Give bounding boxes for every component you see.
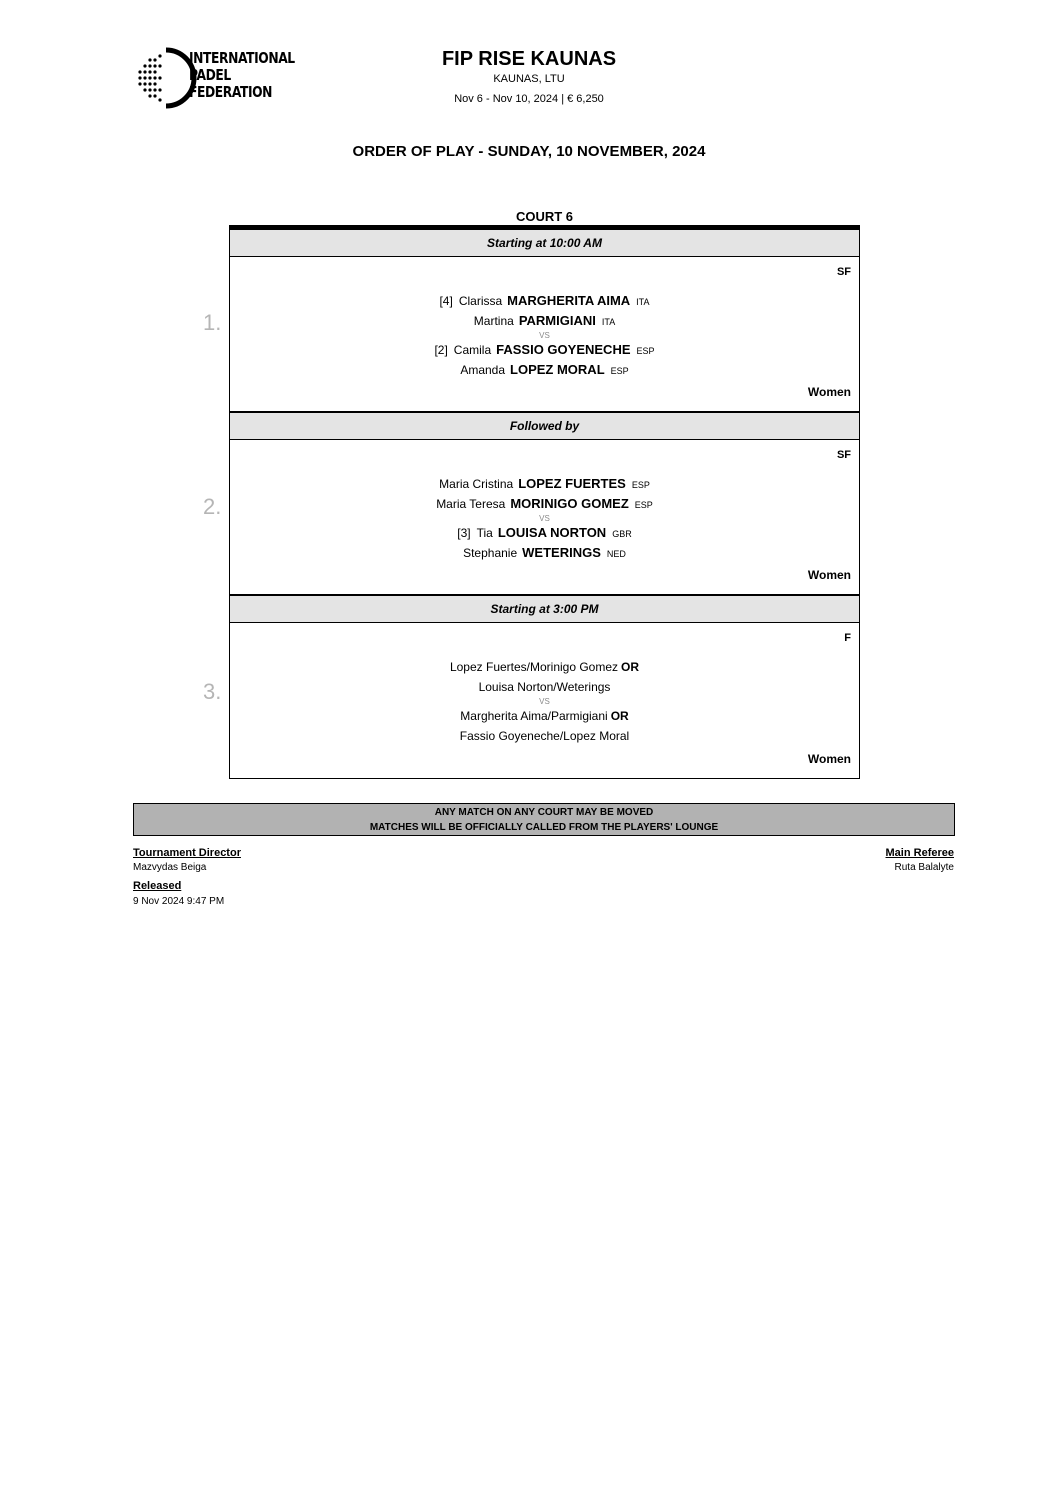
match-card: [229, 257, 860, 413]
match-number: 3.: [203, 679, 222, 704]
player-line: [230, 523, 859, 543]
notice-line: MATCHES WILL BE OFFICIALLY CALLED FROM THE PLAYERS' LOUNGE: [369, 822, 719, 833]
seed: [3]: [457, 526, 471, 540]
player-line: [230, 291, 859, 311]
time-slot: Followed by: [229, 413, 860, 440]
nationality: ITA: [601, 317, 616, 327]
team-names: Fassio Goyeneche/Lopez Moral: [459, 729, 630, 743]
match-teams: [230, 657, 859, 746]
logo-wordmark: INTERNATIONAL PADEL FEDERATION: [189, 49, 295, 101]
last-name: WETERINGS: [522, 545, 601, 560]
player-line: [230, 494, 859, 514]
court-schedule: [229, 225, 860, 779]
tournament-director-label: Tournament Director: [133, 847, 241, 859]
last-name: LOPEZ FUERTES: [518, 476, 626, 491]
team-names: Louisa Norton/Weterings: [478, 680, 611, 694]
tournament-location: KAUNAS, LTU: [493, 73, 565, 85]
player-line: [230, 360, 859, 380]
nationality: ESP: [610, 366, 629, 376]
released-label: Released: [133, 880, 182, 892]
or-label: OR: [610, 709, 629, 723]
released-value: 9 Nov 2024 9:47 PM: [133, 896, 225, 907]
order-of-play-heading: ORDER OF PLAY - SUNDAY, 10 NOVEMBER, 2024: [352, 143, 706, 160]
time-slot: Starting at 10:00 AM: [229, 230, 860, 257]
seed: [4]: [439, 294, 453, 308]
notice-banner: [133, 803, 955, 836]
seed: [2]: [434, 343, 448, 357]
match-teams: [230, 474, 859, 563]
vs-label: VS: [539, 514, 550, 523]
match-number: 1.: [203, 310, 222, 335]
nationality: GBR: [612, 529, 632, 539]
player-line: [230, 543, 859, 563]
first-name: Camila: [453, 343, 492, 357]
nationality: ESP: [634, 500, 653, 510]
court-name: COURT 6: [515, 209, 574, 224]
main-referee-name: Ruta Balalyte: [894, 862, 954, 873]
time-slot: Starting at 3:00 PM: [229, 596, 860, 623]
nationality: NED: [606, 549, 626, 559]
first-name: Clarissa: [458, 294, 503, 308]
first-name: Tia: [476, 526, 493, 540]
player-line: [230, 474, 859, 494]
team-line: [230, 677, 859, 697]
first-name: Maria Teresa: [436, 497, 506, 511]
vs-label: VS: [539, 697, 550, 706]
first-name: Amanda: [460, 363, 506, 377]
first-name: Maria Cristina: [439, 477, 514, 491]
tournament-title: FIP RISE KAUNAS: [441, 48, 617, 70]
tournament-director-name: Mazvydas Beiga: [133, 862, 207, 873]
round-label: SF: [836, 449, 851, 461]
team-line: [230, 657, 859, 677]
match-number: 2.: [203, 494, 222, 519]
round-label: SF: [836, 266, 851, 278]
round-label: F: [844, 632, 851, 644]
team-names: Lopez Fuertes/Morinigo Gomez: [449, 660, 619, 674]
tournament-dates-prize: Nov 6 - Nov 10, 2024 | € 6,250: [454, 93, 604, 105]
last-name: MORINIGO GOMEZ: [510, 496, 629, 511]
team-line: [230, 706, 859, 726]
last-name: MARGHERITA AIMA: [507, 293, 631, 308]
first-name: Stephanie: [463, 546, 518, 560]
last-name: PARMIGIANI: [518, 313, 596, 328]
nationality: ESP: [631, 480, 650, 490]
category-label: Women: [807, 752, 851, 766]
match-card: [229, 623, 860, 779]
or-label: OR: [621, 660, 640, 674]
category-label: Women: [807, 568, 851, 582]
team-line: [230, 726, 859, 746]
team-names: Margherita Aima/Parmigiani: [460, 709, 608, 723]
first-name: Martina: [473, 314, 514, 328]
player-line: [230, 340, 859, 360]
nationality: ESP: [636, 346, 655, 356]
last-name: FASSIO GOYENECHE: [496, 342, 631, 357]
nationality: ITA: [636, 297, 650, 307]
category-label: Women: [807, 385, 851, 399]
main-referee-label: Main Referee: [885, 847, 954, 859]
last-name: LOUISA NORTON: [497, 525, 607, 540]
notice-line: ANY MATCH ON ANY COURT MAY BE MOVED: [434, 807, 654, 818]
match-card: [229, 440, 860, 596]
player-line: [230, 311, 859, 331]
match-teams: [230, 291, 859, 380]
vs-label: VS: [539, 331, 550, 340]
last-name: LOPEZ MORAL: [510, 362, 605, 377]
